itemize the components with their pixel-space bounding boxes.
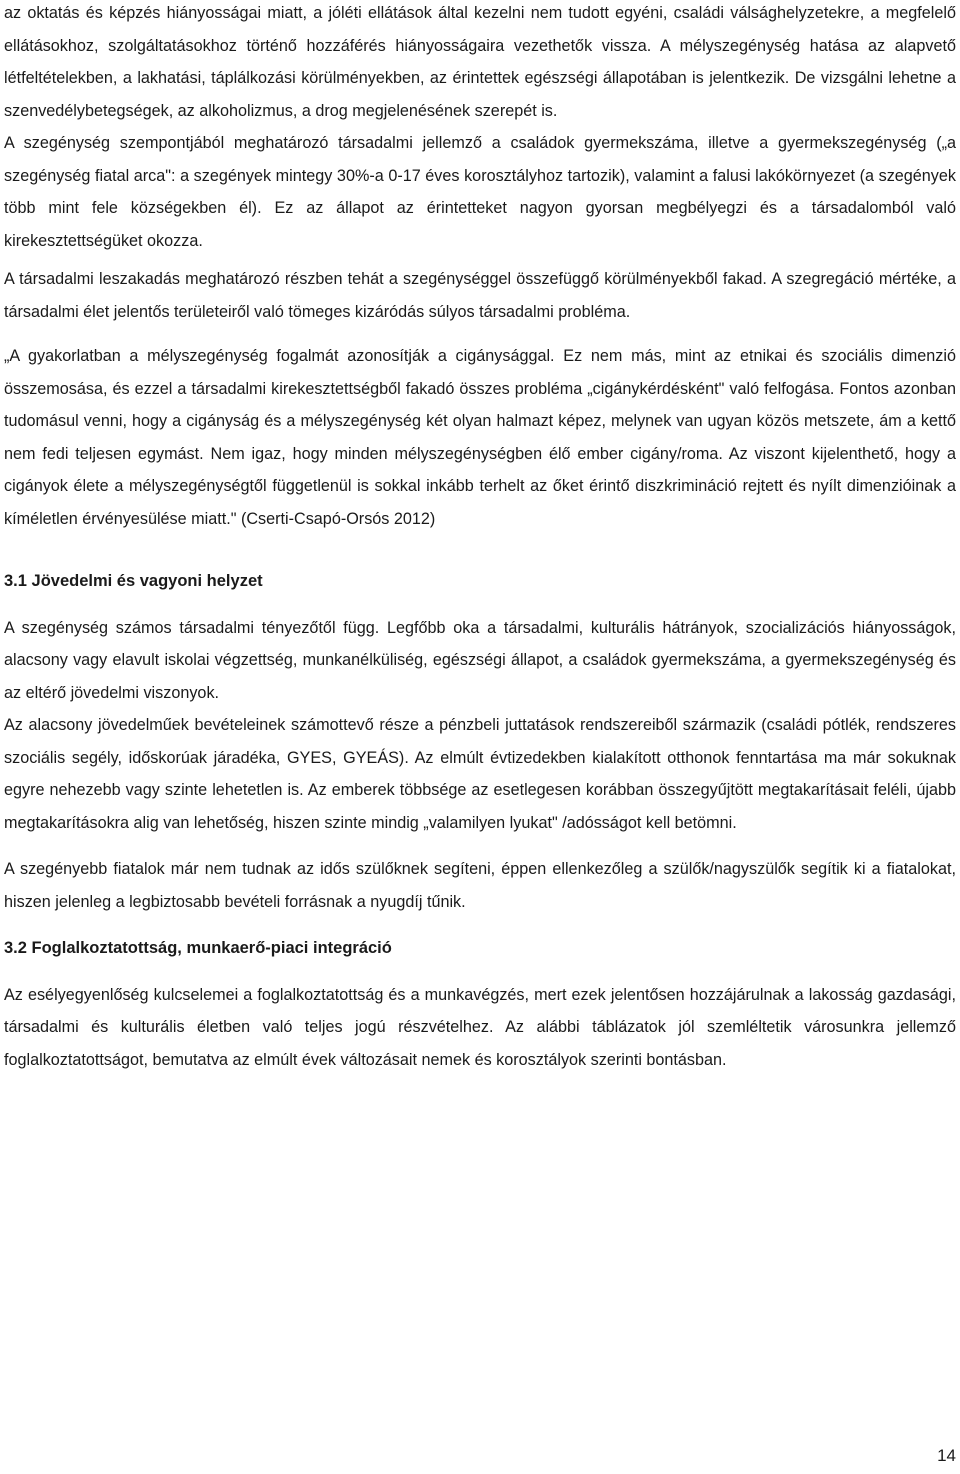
document-page xyxy=(4,0,956,1076)
section-heading-employment: 3.2 Foglalkoztatottság, munkaerő-piaci integráció xyxy=(4,939,392,957)
page-number: 14 xyxy=(937,1446,956,1465)
paragraph-roma-quote: „A gyakorlatban a mélyszegénység fogalmát azonosítják a cigánysággal. Ez nem más, mint az etnikai és szociális dimenzió összemosása, és ezzel a társadalmi kirekesztettségből fakadó összes probléma „cigánykérdésként" való felfogása. Fontos azonban tudomásul venni, hogy a cigányság és a mélyszegénység két olyan halmazt képez, melynek van ugyan közös metszete, ám a kettő nem fedi teljesen egymást. Nem igaz, hogy minden mélyszegénységben élő ember cigány/roma. Az viszont kijelenthető, hogy a cigányok élete a mélyszegénységtől függetlenül is sokkal inkább terhelt az őket érintő diszkrimináció rejtett és nyílt dimenzióinak a kíméletlen érvényesülése miatt." (Cserti-Csapó-Orsós 2012) xyxy=(4,347,956,528)
paragraph-young-poor: A szegényebb fiatalok már nem tudnak az idős szülőknek segíteni, éppen ellenkezőleg a szülők/nagyszülők segítik ki a fiatalokat, hiszen jelenleg a legbiztosabb bevételi forrásnak a nyugdíj tűnik. xyxy=(4,860,956,911)
paragraph-poverty-causes: az oktatás és képzés hiányosságai miatt, a jóléti ellátások által kezelni nem tudott egyéni, családi válsághelyzetekre, a megfelelő ellátásokhoz, szolgáltatásokhoz történő hozzáférés hiányosságaira vezethetők vissza. A mélyszegénység hatása az alapvető létfeltételekben, a lakhatási, táplálkozási körülményekben, az érintettek egészségi állapotában is jelentkezik. De vizsgálni lehetne a szenvedélybetegségek, az alkoholizmus, a drog megjelenésének szerepét is. xyxy=(4,4,956,120)
paragraph-poverty-factors: A szegénység számos társadalmi tényezőtől függ. Legfőbb oka a társadalmi, kulturális hátrányok, szocializációs hiányosságok, alacsony vagy elavult iskolai végzettség, munkanélküliség, egészségi állapot, a családok gyermekszáma, a gyermekszegénység és az eltérő jövedelmi viszonyok. xyxy=(4,618,956,702)
paragraph-social-exclusion: A társadalmi leszakadás meghatározó részben tehát a szegénységgel összefüggő körülményekből fakad. A szegregáció mértéke, a társadalmi élet jelentős területeiről való tömeges kizáródás súlyos társadalmi probléma. xyxy=(4,270,956,321)
paragraph-low-income-benefits: Az alacsony jövedelműek bevételeinek számottevő része a pénzbeli juttatások rendszereiből származik (családi pótlék, rendszeres szociális segély, időskorúak járadéka, GYES, GYEÁS). Az elmúlt évtizedekben kialakított otthonok fenntartása ma már sokuknak egyre nehezebb vagy szinte lehetetlen is. Az emberek többsége az esetlegesen korábban összegyűjtött megtakarításait feléli, újabb megtakarításokra alig van lehetőség, hiszen szinte mindig „valamilyen lyukat" /adósságot kell betömni. xyxy=(4,716,956,832)
section-heading-income-wealth: 3.1 Jövedelmi és vagyoni helyzet xyxy=(4,572,263,590)
paragraph-family-child-poverty: A szegénység szempontjából meghatározó társadalmi jellemző a családok gyermekszáma, illetve a gyermekszegénység („a szegénység fiatal arca": a szegények mintegy 30%-a 0-17 éves korosztályhoz tartozik), valamint a falusi lakókörnyezet (a szegények több mint fele községekben él). Ez az állapot az érintetteket nagyon gyorsan megbélyegzi és a társadalomból való kirekesztettségüket okozza. xyxy=(4,134,956,250)
paragraph-employment-equality: Az esélyegyenlőség kulcselemei a foglalkoztatottság és a munkavégzés, mert ezek jelentősen hozzájárulnak a lakosság gazdasági, társadalmi és kulturális életben való teljes jogú részvételhez. Az alábbi táblázatok jól szemléltetik városunkra jellemző foglalkoztatottságot, bemutatva az elmúlt évek változásait nemek és korosztályok szerinti bontásban. xyxy=(4,985,956,1069)
